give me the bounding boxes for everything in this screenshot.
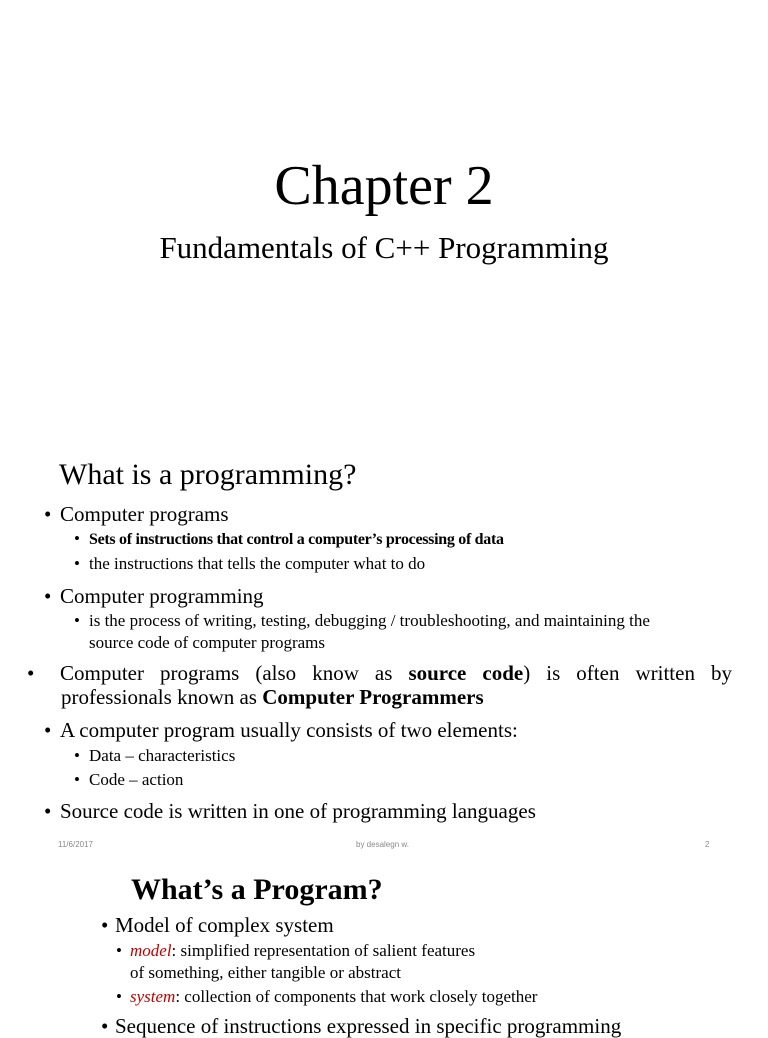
bullet-text: Code – action: [89, 770, 184, 789]
bullet-text: Computer programs: [60, 502, 229, 526]
bullet-text: Source code is written in one of programming languages: [60, 799, 536, 823]
bullet-icon: •: [116, 987, 122, 1006]
bullet-model-complex-system: [101, 913, 334, 937]
bullet-text-c: professionals known as: [61, 685, 263, 709]
bullet-text: of something, either tangible or abstract: [130, 963, 401, 982]
bullet-icon: •: [101, 1014, 109, 1038]
footer-page-number: 2: [705, 840, 710, 849]
sub-bullet-model-cont: [130, 962, 401, 983]
sub-bullet-instructions: [74, 553, 425, 575]
slide-whats-a-program: [0, 856, 768, 1038]
bullet-icon: •: [44, 502, 52, 526]
bullet-text: Sets of instructions that control a computer’s processing of data: [89, 531, 504, 548]
slide-heading: What is a programming?: [59, 458, 357, 491]
bullet-text-b: ) is often written by: [523, 661, 732, 685]
term-model: model: [130, 941, 172, 960]
bullet-icon: •: [74, 770, 80, 789]
bullet-text: Data – characteristics: [89, 746, 236, 765]
bullet-text: : collection of components that work closely together: [175, 987, 538, 1006]
slide-title: [0, 0, 768, 430]
bullet-text: Sequence of instructions expressed in specific programming: [115, 1014, 622, 1038]
bullet-text: source code of computer programs: [89, 633, 326, 652]
chapter-title: Chapter 2: [274, 155, 494, 217]
bullet-text: A computer program usually consists of two elements:: [60, 718, 518, 742]
bullet-computer-programs: [44, 502, 229, 526]
slide-heading: What’s a Program?: [131, 873, 383, 906]
bullet-text: Computer programming: [60, 584, 264, 608]
bullet-strong-programmers: Computer Programmers: [262, 685, 484, 709]
bullet-icon: •: [116, 941, 122, 960]
bullet-icon: •: [74, 554, 80, 573]
bullet-strong-source-code: source code: [408, 661, 524, 685]
bullet-text: Model of complex system: [115, 913, 334, 937]
bullet-icon: •: [44, 799, 52, 823]
sub-bullet-model: [116, 940, 475, 961]
term-system: system: [130, 987, 176, 1006]
slide-what-is-programming: [0, 430, 768, 856]
bullet-text: is the process of writing, testing, debugging / troubleshooting, and maintaining the: [89, 611, 650, 630]
sub-bullet-system: [116, 986, 537, 1007]
sub-bullet-definition: [74, 528, 504, 551]
bullet-icon: •: [74, 746, 80, 765]
bullet-icon: •: [44, 584, 52, 608]
bullet-icon: •: [101, 913, 109, 937]
sub-bullet-process-cont: [89, 632, 325, 654]
bullet-icon: •: [27, 661, 35, 685]
bullet-text-a: Computer programs (also know as: [60, 661, 409, 685]
footer-date: 11/6/2017: [58, 840, 93, 849]
sub-bullet-data: [74, 745, 235, 767]
bullet-text: the instructions that tells the computer what to do: [89, 554, 426, 573]
bullet-computer-programming: [44, 584, 264, 608]
bullet-icon: •: [74, 611, 80, 630]
bullet-source-code: [27, 661, 732, 709]
sub-bullet-code: [74, 769, 183, 791]
bullet-sequence-partial: [101, 1014, 621, 1038]
bullet-languages: [44, 799, 536, 823]
footer-author: by desalegn w.: [356, 840, 409, 849]
chapter-subtitle: Fundamentals of C++ Programming: [159, 230, 609, 265]
bullet-two-elements: [44, 718, 518, 742]
bullet-icon: •: [44, 718, 52, 742]
sub-bullet-process: [74, 610, 650, 632]
bullet-text: : simplified representation of salient features: [171, 941, 476, 960]
bullet-icon: •: [74, 529, 80, 548]
